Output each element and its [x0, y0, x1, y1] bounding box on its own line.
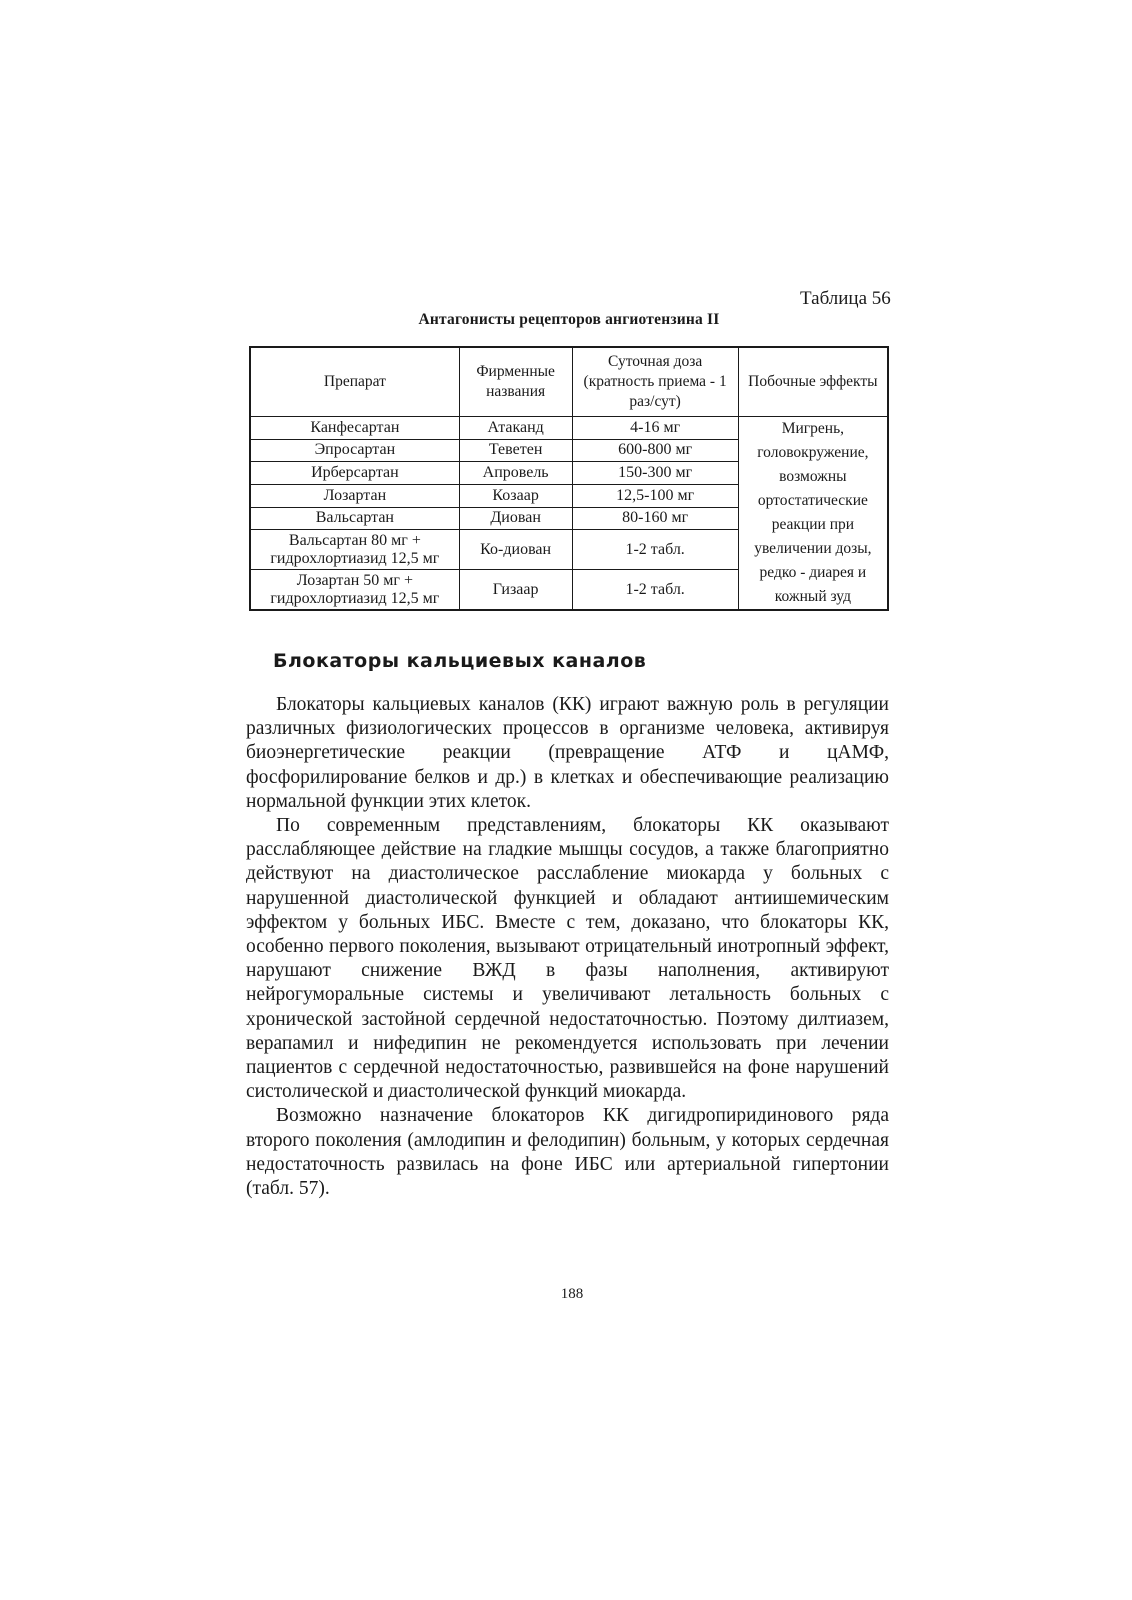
cell-dose: 150-300 мг [572, 462, 738, 485]
header-brand: Фирменные названия [459, 347, 572, 417]
cell-dose: 600-800 мг [572, 439, 738, 462]
section-heading: Блокаторы кальциевых каналов [273, 650, 647, 672]
paragraph: Возможно назначение блокаторов КК дигидропиридинового ряда второго поколения (амлодипин и фелодипин) больным, у которых сердечная недостаточность развилась на фоне ИБС или артериальной гипертонии (табл. 57). [246, 1105, 889, 1200]
cell-drug: Лозартан [250, 484, 459, 507]
cell-drug: Эпросартан [250, 439, 459, 462]
cell-brand: Атаканд [459, 417, 572, 440]
cell-brand: Гизаар [459, 570, 572, 611]
cell-brand: Апровель [459, 462, 572, 485]
cell-drug: Канфесартан [250, 417, 459, 440]
table-row [250, 417, 888, 440]
cell-brand: Козаар [459, 484, 572, 507]
cell-drug: Лозартан 50 мг + гидрохлортиазид 12,5 мг [250, 570, 459, 611]
cell-dose: 1-2 табл. [572, 570, 738, 611]
cell-dose: 80-160 мг [572, 507, 738, 530]
cell-drug: Вальсартан [250, 507, 459, 530]
cell-dose: 4-16 мг [572, 417, 738, 440]
paragraph: Блокаторы кальциевых каналов (КК) играют важную роль в регуляции различных физиологических процессов в организме человека, активируя биоэнергетические реакции (превращение АТФ и цАМФ, фосфорилирование белков и др.) в клетках и обеспечивающие реализацию нормальной функции этих клеток. [246, 694, 889, 812]
page-number: 188 [560, 1286, 584, 1302]
table-title: Антагонисты рецепторов ангиотензина II [418, 311, 720, 328]
header-side-effects: Побочные эффекты [738, 347, 888, 417]
cell-drug: Ирберсартан [250, 462, 459, 485]
cell-brand: Теветен [459, 439, 572, 462]
cell-dose: 12,5-100 мг [572, 484, 738, 507]
cell-drug: Вальсартан 80 мг + гидрохлортиазид 12,5 мг [250, 530, 459, 570]
table-header-row [250, 347, 888, 417]
header-dose: Суточная доза (кратность приема - 1 раз/сут) [572, 347, 738, 417]
arb-table [249, 346, 889, 611]
body-text [246, 693, 889, 1201]
header-drug: Препарат [250, 347, 459, 417]
cell-brand: Ко-диован [459, 530, 572, 570]
cell-brand: Диован [459, 507, 572, 530]
table-number: Таблица 56 [800, 288, 891, 309]
cell-dose: 1-2 табл. [572, 530, 738, 570]
cell-side-effects: Мигрень, головокружение, возможны ортостатические реакции при увеличении дозы, редко - диарея и кожный зуд [738, 417, 888, 611]
paragraph: По современным представлениям, блокаторы КК оказывают расслабляющее действие на гладкие мышцы сосудов, а также благоприятно действуют на диастолическое расслабление миокарда у больных с нарушенной диастолической функцией и обладают антиишемическим эффектом у больных ИБС. Вместе с тем, доказано, что блокаторы КК, особенно первого поколения, вызывают отрицательный инотропный эффект, нарушают снижение ВЖД в фазы наполнения, активируют нейрогуморальные системы и увеличивают летальность больных с хронической застойной сердечной недостаточностью. Поэтому дилтиазем, верапамил и нифедипин не рекомендуется использовать при лечении пациентов с сердечной недостаточностью, развившейся на фоне нарушений систолической и диастолической функций миокарда. [246, 815, 889, 1103]
